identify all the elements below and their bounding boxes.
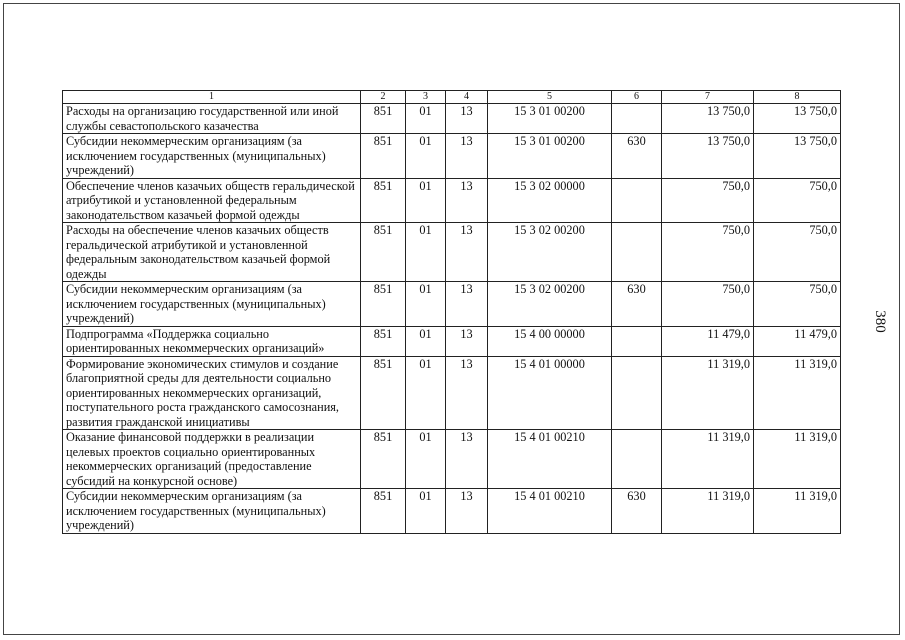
expense-name-cell: Расходы на обеспечение членов казачьих обществ геральдической атрибутикой и установленной федеральным законодательством казачьей формой одежды: [63, 223, 361, 282]
header-cell: 1: [63, 91, 361, 104]
target-article-cell: 15 3 02 00000: [488, 178, 612, 223]
target-article-cell: 15 3 02 00200: [488, 282, 612, 327]
target-article-cell: 15 4 01 00000: [488, 356, 612, 430]
table-row: [63, 134, 841, 179]
amount-col7-cell: 13 750,0: [662, 104, 754, 134]
ministry-code-cell: 851: [361, 134, 406, 179]
subsection-cell: 13: [446, 223, 488, 282]
section-cell: 01: [406, 223, 446, 282]
expense-name-cell: Обеспечение членов казачьих обществ геральдической атрибутикой и установленной федеральным законодательством казачьей формой одежды: [63, 178, 361, 223]
expense-name-cell: Оказание финансовой поддержки в реализации целевых проектов социально ориентированных некоммерческих организаций (предоставление субсидий на конкурсной основе): [63, 430, 361, 489]
subsection-cell: 13: [446, 326, 488, 356]
ministry-code-cell: 851: [361, 489, 406, 534]
subsection-cell: 13: [446, 134, 488, 179]
expense-name-cell: Формирование экономических стимулов и создание благоприятной среды для деятельности социально ориентированных некоммерческих организаций, поступательного роста гражданского самосознания, развития гражданской инициативы: [63, 356, 361, 430]
table-row: [63, 356, 841, 430]
header-cell: 6: [612, 91, 662, 104]
amount-col7-cell: 750,0: [662, 178, 754, 223]
section-cell: 01: [406, 489, 446, 534]
ministry-code-cell: 851: [361, 223, 406, 282]
amount-col7-cell: 750,0: [662, 223, 754, 282]
table-row: [63, 104, 841, 134]
header-cell: 2: [361, 91, 406, 104]
expense-type-cell: [612, 326, 662, 356]
table-row: [63, 282, 841, 327]
subsection-cell: 13: [446, 282, 488, 327]
expense-name-cell: Расходы на организацию государственной или иной службы севастопольского казачества: [63, 104, 361, 134]
section-cell: 01: [406, 282, 446, 327]
amount-col8-cell: 13 750,0: [754, 134, 841, 179]
target-article-cell: 15 3 01 00200: [488, 134, 612, 179]
section-cell: 01: [406, 134, 446, 179]
expense-type-cell: [612, 356, 662, 430]
table-row: [63, 489, 841, 534]
expense-name-cell: Субсидии некоммерческим организациям (за исключением государственных (муниципальных) учреждений): [63, 282, 361, 327]
amount-col7-cell: 11 319,0: [662, 489, 754, 534]
ministry-code-cell: 851: [361, 178, 406, 223]
target-article-cell: 15 4 00 00000: [488, 326, 612, 356]
header-cell: 4: [446, 91, 488, 104]
target-article-cell: 15 4 01 00210: [488, 430, 612, 489]
subsection-cell: 13: [446, 489, 488, 534]
amount-col8-cell: 11 319,0: [754, 356, 841, 430]
table-row: [63, 223, 841, 282]
header-cell: 3: [406, 91, 446, 104]
header-cell: 8: [754, 91, 841, 104]
subsection-cell: 13: [446, 356, 488, 430]
budget-table: [62, 90, 841, 534]
amount-col7-cell: 11 319,0: [662, 356, 754, 430]
section-cell: 01: [406, 356, 446, 430]
expense-type-cell: [612, 430, 662, 489]
table-body: [63, 104, 841, 534]
header-cell: 7: [662, 91, 754, 104]
amount-col8-cell: 11 319,0: [754, 430, 841, 489]
target-article-cell: 15 3 01 00200: [488, 104, 612, 134]
ministry-code-cell: 851: [361, 356, 406, 430]
section-cell: 01: [406, 326, 446, 356]
expense-type-cell: 630: [612, 282, 662, 327]
table-row: [63, 430, 841, 489]
expense-type-cell: [612, 223, 662, 282]
amount-col8-cell: 13 750,0: [754, 104, 841, 134]
ministry-code-cell: 851: [361, 282, 406, 327]
header-row: [63, 91, 841, 104]
target-article-cell: 15 3 02 00200: [488, 223, 612, 282]
expense-type-cell: 630: [612, 134, 662, 179]
expense-type-cell: [612, 104, 662, 134]
amount-col8-cell: 750,0: [754, 223, 841, 282]
subsection-cell: 13: [446, 178, 488, 223]
expense-type-cell: 630: [612, 489, 662, 534]
amount-col7-cell: 13 750,0: [662, 134, 754, 179]
expense-name-cell: Субсидии некоммерческим организациям (за исключением государственных (муниципальных) учреждений): [63, 489, 361, 534]
section-cell: 01: [406, 430, 446, 489]
amount-col8-cell: 750,0: [754, 282, 841, 327]
amount-col8-cell: 11 479,0: [754, 326, 841, 356]
amount-col7-cell: 750,0: [662, 282, 754, 327]
section-cell: 01: [406, 178, 446, 223]
section-cell: 01: [406, 104, 446, 134]
ministry-code-cell: 851: [361, 326, 406, 356]
ministry-code-cell: 851: [361, 430, 406, 489]
expense-name-cell: Субсидии некоммерческим организациям (за исключением государственных (муниципальных) учреждений): [63, 134, 361, 179]
ministry-code-cell: 851: [361, 104, 406, 134]
page-number: 380: [871, 310, 888, 333]
amount-col8-cell: 750,0: [754, 178, 841, 223]
expense-name-cell: Подпрограмма «Поддержка социально ориентированных некоммерческих организаций»: [63, 326, 361, 356]
target-article-cell: 15 4 01 00210: [488, 489, 612, 534]
table-row: [63, 326, 841, 356]
header-cell: 5: [488, 91, 612, 104]
amount-col7-cell: 11 479,0: [662, 326, 754, 356]
amount-col7-cell: 11 319,0: [662, 430, 754, 489]
amount-col8-cell: 11 319,0: [754, 489, 841, 534]
expense-type-cell: [612, 178, 662, 223]
subsection-cell: 13: [446, 104, 488, 134]
subsection-cell: 13: [446, 430, 488, 489]
table-row: [63, 178, 841, 223]
